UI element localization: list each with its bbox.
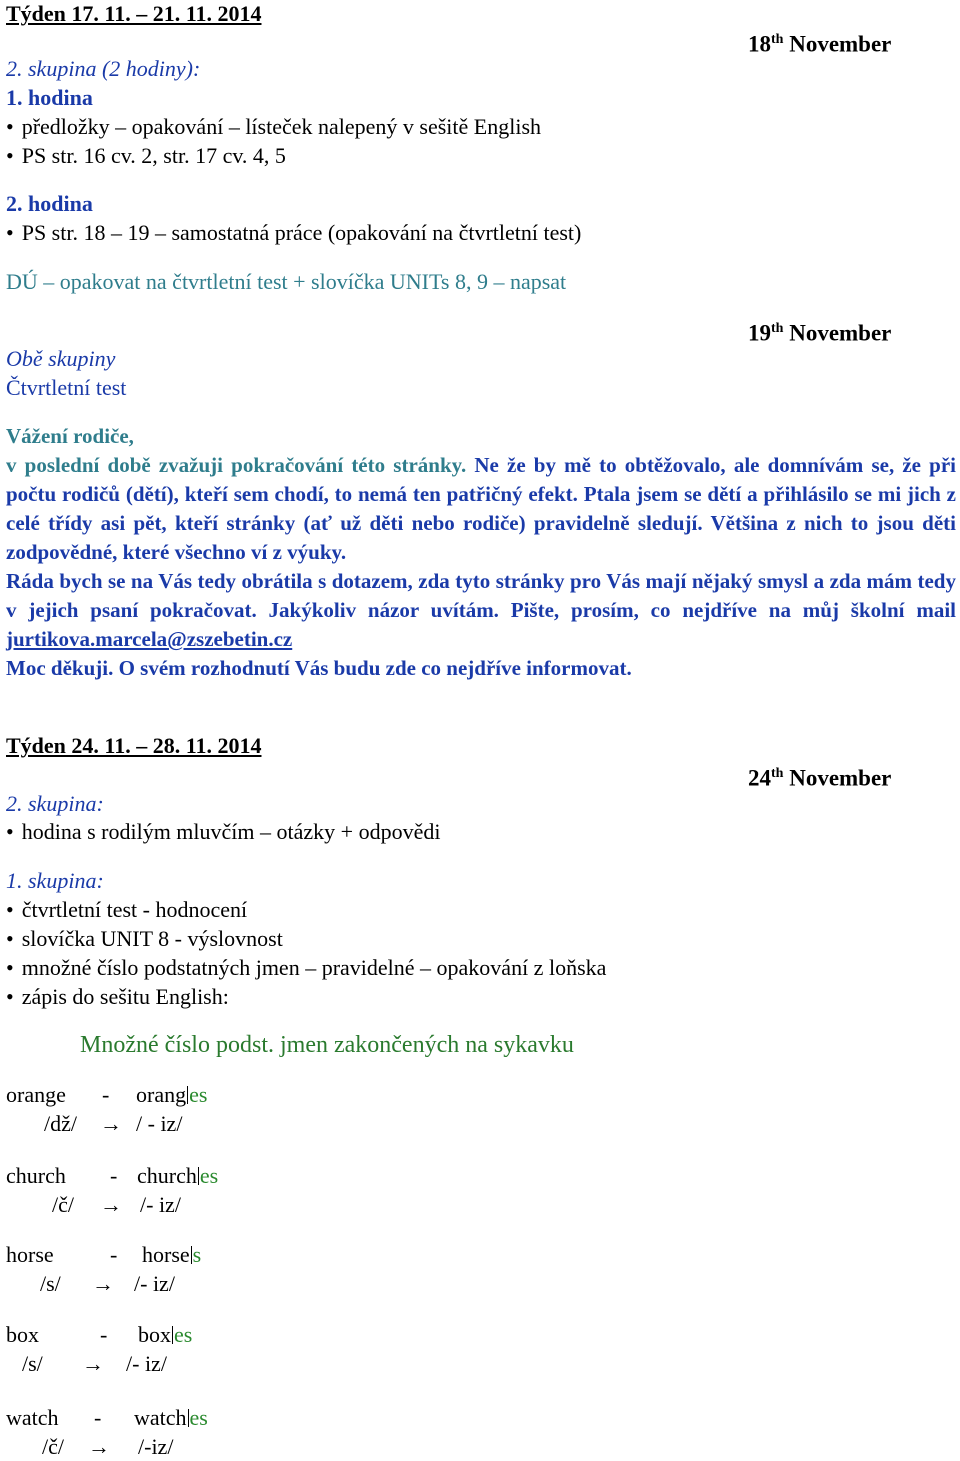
dash: -	[110, 1163, 118, 1188]
plural-stem: church	[137, 1163, 197, 1188]
plural-stem: box	[138, 1322, 171, 1347]
right-arrow-icon: →	[82, 1351, 104, 1376]
date-month: November	[789, 320, 892, 346]
homework-text: DÚ – opakovat na čtvrtletní test + slovíčka UNITs 8, 9 – napsat	[6, 269, 567, 294]
date-day: 18	[748, 31, 771, 57]
group2-title: 2. skupina:	[6, 791, 104, 816]
right-arrow-icon: →	[100, 1192, 122, 1217]
date-suffix: th	[771, 321, 784, 336]
list-item: • slovíčka UNIT 8 - výslovnost	[6, 925, 283, 953]
both-groups-text: Čtvrtletní test	[6, 375, 127, 400]
list-item: • předložky – opakování – lísteček nalepený v sešitě English	[6, 113, 541, 141]
pronunciation: /s/	[40, 1271, 61, 1296]
plural-row	[6, 1404, 208, 1432]
list-item: • hodina s rodilým mluvčím – otázky + odpovědi	[6, 818, 440, 846]
list-item: • PS str. 18 – 19 – samostatná práce (opakování na čtvrtletní test)	[6, 219, 581, 247]
plural-form	[137, 1162, 218, 1190]
plural-stem: orang	[136, 1082, 187, 1107]
dash: -	[100, 1322, 108, 1347]
right-arrow-icon: →	[100, 1111, 122, 1136]
list-item: • zápis do sešitu English:	[6, 983, 229, 1011]
dash: -	[102, 1082, 110, 1107]
list-item: • PS str. 16 cv. 2, str. 17 cv. 4, 5	[6, 142, 286, 170]
notice-paragraph-3: Moc děkuji. O svém rozhodnutí Vás budu zde co nejdříve informovat.	[6, 656, 632, 680]
plural-form	[134, 1404, 208, 1432]
pronunciation-result: /- iz/	[126, 1351, 167, 1376]
date-month: November	[789, 31, 892, 57]
pronunciation: /č/	[42, 1434, 64, 1459]
date-19-november	[748, 315, 891, 348]
plural-word: watch	[6, 1405, 59, 1430]
right-arrow-icon: →	[88, 1434, 110, 1459]
date-suffix: th	[771, 766, 784, 781]
both-groups-title: Obě skupiny	[6, 346, 116, 371]
notice-paragraph-2	[6, 567, 956, 654]
week1-heading: Týden 17. 11. – 21. 11. 2014	[6, 1, 262, 26]
divider	[188, 1409, 189, 1427]
pronunciation-result: /- iz/	[140, 1192, 181, 1217]
pronunciation: /č/	[52, 1192, 74, 1217]
plural-form	[142, 1241, 201, 1269]
notice-p1-rest: Ne že by mě to obtěžovalo, ale domnívám se, že při počtu rodičů (dětí), kteří sem chodí, to nemá ten patřičný efekt. Ptala jsem se dětí a přihlásilo se mi jich z celé třídy asi pět, kteří stránky (ať už děti nebo rodiče) pravidelně sledují. Většina z nich to jsou děti zodpovědné, které všechno ví z výuky.	[6, 453, 956, 564]
plural-form	[138, 1321, 192, 1349]
date-18-november	[748, 26, 891, 59]
group2-title: 2. skupina (2 hodiny):	[6, 56, 201, 81]
plural-stem: horse	[142, 1242, 190, 1267]
plural-row	[6, 1162, 219, 1190]
group1-title: 1. skupina:	[6, 868, 104, 893]
dash: -	[110, 1242, 118, 1267]
pronunciation: /s/	[22, 1351, 43, 1376]
lesson2-title: 2. hodina	[6, 191, 93, 216]
notice-paragraph-1	[6, 451, 956, 567]
plural-form	[136, 1081, 207, 1109]
notice-greeting: Vážení rodiče,	[6, 424, 134, 448]
date-day: 24	[748, 765, 771, 791]
plural-ending: es	[189, 1082, 208, 1107]
email-link[interactable]: jurtikova.marcela@zszebetin.cz	[6, 627, 293, 651]
notice-p1-start: v poslední době zvažuji pokračování této stránky.	[6, 453, 467, 477]
plural-stem: watch	[134, 1405, 187, 1430]
plural-ending: es	[174, 1322, 193, 1347]
plural-word: box	[6, 1322, 39, 1347]
dash: -	[94, 1405, 102, 1430]
plural-row	[6, 1081, 208, 1109]
notice-p2-text: Ráda bych se na Vás tedy obrátila s dotazem, zda tyto stránky pro Vás mají nějaký smysl a zda mám tedy v jejich psaní pokračovat. Jakýkoliv názor uvítám. Pište, prosím, co nejdříve na můj školní mail	[6, 569, 956, 622]
week2-heading: Týden 24. 11. – 28. 11. 2014	[6, 733, 262, 758]
plural-row	[6, 1321, 193, 1349]
divider	[191, 1246, 192, 1264]
plural-ending: es	[199, 1163, 219, 1188]
plural-word: church	[6, 1163, 66, 1188]
pronunciation: /dž/	[44, 1111, 77, 1136]
date-suffix: th	[771, 32, 784, 47]
list-item: • čtvrtletní test - hodnocení	[6, 896, 247, 924]
pronunciation-result: /- iz/	[134, 1271, 175, 1296]
divider	[187, 1086, 188, 1104]
divider	[198, 1167, 199, 1185]
right-arrow-icon: →	[92, 1271, 114, 1296]
date-day: 19	[748, 320, 771, 346]
divider	[172, 1326, 173, 1344]
pronunciation-result: / - iz/	[136, 1111, 183, 1136]
lesson1-title: 1. hodina	[6, 85, 93, 110]
plural-row	[6, 1241, 202, 1269]
plural-title: Množné číslo podst. jmen zakončených na sykavku	[80, 1032, 574, 1058]
plural-word: orange	[6, 1082, 66, 1107]
date-24-november	[748, 760, 891, 793]
date-month: November	[789, 765, 892, 791]
list-item: • množné číslo podstatných jmen – pravidelné – opakování z loňska	[6, 954, 606, 982]
plural-ending: s	[192, 1242, 202, 1267]
plural-word: horse	[6, 1242, 54, 1267]
pronunciation-result: /-iz/	[138, 1434, 174, 1459]
parents-notice	[6, 422, 956, 683]
plural-ending: es	[189, 1405, 208, 1430]
